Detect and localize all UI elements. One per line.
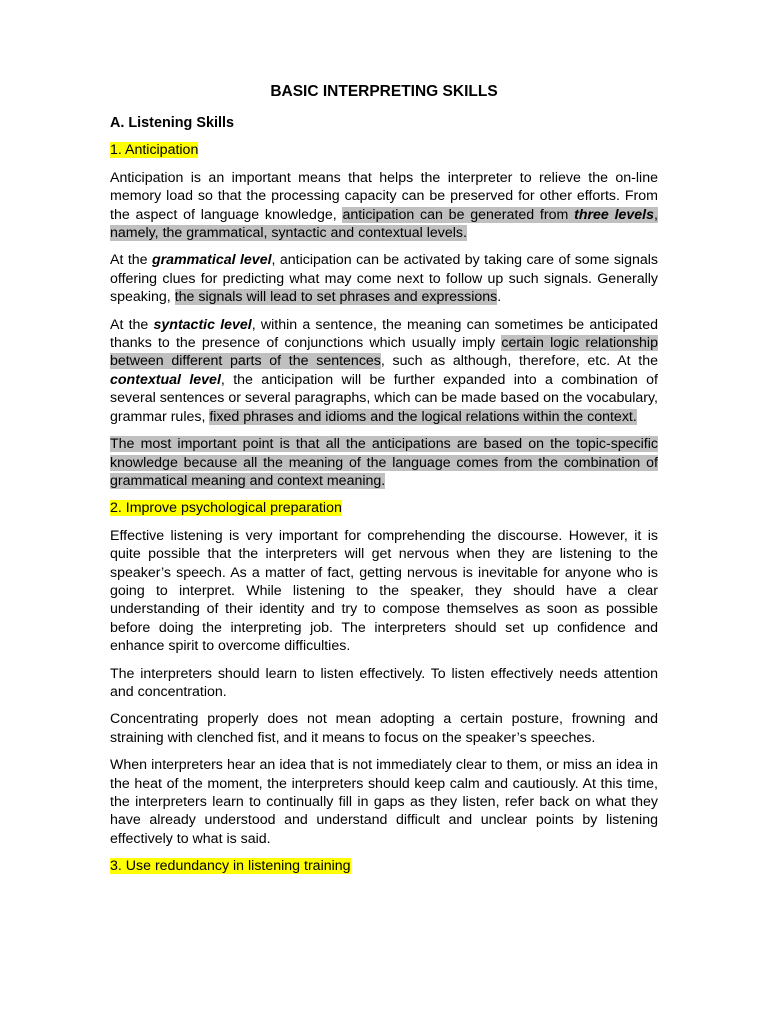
paragraph-grammatical-level bbox=[110, 251, 658, 306]
paragraph-syntactic-level bbox=[110, 316, 658, 426]
gray-highlight: certain logic relationship between different parts of the sentences bbox=[110, 335, 658, 370]
text-run: , anticipation can be activated by taking care of some signals offering clues for predicting what may come next to follow up such signals. Generally speaking, bbox=[110, 252, 658, 306]
paragraph-topic-specific-knowledge bbox=[110, 435, 658, 490]
section-heading-listening-skills: A. Listening Skills bbox=[110, 115, 234, 131]
text-run: . bbox=[497, 289, 502, 306]
gray-highlight: fixed phrases and idioms and the logical relations within the context. bbox=[209, 408, 637, 425]
subheading-anticipation bbox=[110, 141, 658, 159]
gray-highlight: , namely, the grammatical, syntactic and contextual levels. bbox=[110, 206, 658, 242]
bold-italic-term: contextual level bbox=[110, 371, 221, 388]
text-run: At the bbox=[110, 252, 152, 269]
subheading-redundancy bbox=[110, 857, 658, 875]
text-run: , such as although, therefore, etc. At the bbox=[380, 353, 658, 370]
text-run: Anticipation is an important means that helps the interpreter to relieve the on-line memory load so that the processing capacity can be preserved for other efforts. From the aspect of language knowledge, bbox=[110, 169, 658, 223]
bold-italic-term: syntactic level bbox=[153, 316, 252, 333]
paragraph-effective-listening: Effective listening is very important for comprehending the discourse. However, it is quite possible that the interpreters will get nervous when they are listening to the speaker’s speech. As a matter of fact, getting nervous is inevitable for anyone who is going to interpret. While listening to the speaker, they should have a clear understanding of their identity and try to compose themselves as soon as possible before doing the interpreting job. The interpreters should set up confidence and enhance spirit to overcome difficulties. bbox=[110, 527, 658, 655]
paragraph-unclear-ideas: When interpreters hear an idea that is not immediately clear to them, or miss an idea in the heat of the moment, the interpreters should keep calm and cautiously. At this time, the interpreters learn to continually fill in gaps as they listen, refer back on what they have already understood and understand difficult and unclear points by listening effectively to what is said. bbox=[110, 757, 658, 847]
gray-highlight: The most important point is that all the anticipations are based on the topic-specific knowledge because all the meaning of the language comes from the combination of grammatical meaning and context meaning. bbox=[110, 436, 658, 489]
subheading-redundancy-text: 3. Use redundancy in listening training bbox=[110, 858, 351, 875]
text-run: At the bbox=[110, 316, 154, 333]
document-title: BASIC INTERPRETING SKILLS bbox=[270, 83, 498, 100]
bold-italic-term: three levels bbox=[574, 206, 655, 223]
paragraph-listen-effectively: The interpreters should learn to listen effectively. To listen effectively needs attention and concentration. bbox=[110, 665, 658, 700]
subheading-psychological-preparation bbox=[110, 499, 658, 517]
document-page bbox=[110, 82, 658, 885]
subheading-psychological-preparation-text: 2. Improve psychological preparation bbox=[110, 500, 342, 517]
bold-italic-term: grammatical level bbox=[151, 252, 272, 269]
text-run: , within a sentence, the meaning can sometimes be anticipated thanks to the presence of conjunctions which usually imply bbox=[110, 316, 658, 352]
text-run: , the anticipation will be further expanded into a combination of several sentences or several paragraphs, which can be made based on the vocabulary, grammar rules, bbox=[110, 371, 658, 425]
subheading-anticipation-text: 1. Anticipation bbox=[110, 142, 199, 159]
gray-highlight: the signals will lead to set phrases and expressions bbox=[174, 289, 498, 306]
paragraph-anticipation-intro bbox=[110, 169, 658, 243]
paragraph-concentrating: Concentrating properly does not mean adopting a certain posture, frowning and straining with clenched fist, and it means to focus on the speaker’s speeches. bbox=[110, 711, 658, 746]
gray-highlight: anticipation can be generated from bbox=[342, 206, 575, 223]
